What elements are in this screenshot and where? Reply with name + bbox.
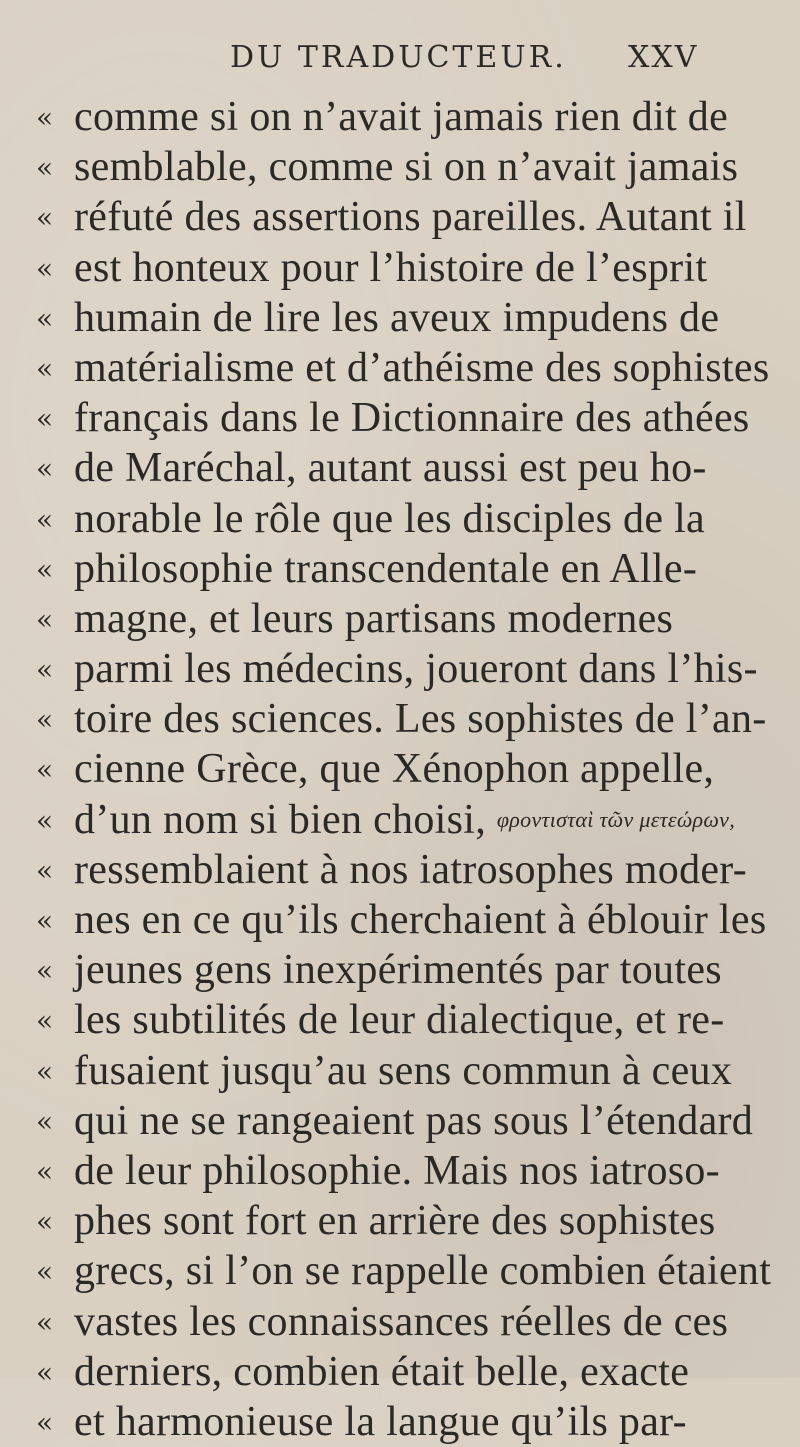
text-line [0, 1196, 800, 1246]
page-number: XXV [628, 40, 699, 75]
line-text [74, 795, 735, 845]
line-text [74, 1146, 720, 1196]
line-content: philosophie transcendentale en Alle- [74, 545, 698, 592]
line-text [74, 1046, 732, 1096]
line-text [74, 895, 766, 945]
text-line [0, 1347, 800, 1397]
text-line [0, 795, 800, 845]
line-content: matérialisme et d’athéisme des sophistes [74, 344, 770, 391]
line-text [74, 142, 738, 192]
quotation-mark: « [36, 301, 54, 335]
line-content: norable le rôle que les disciples de la [74, 495, 705, 542]
text-line [0, 1246, 800, 1296]
line-content: de Maréchal, autant aussi est peu ho- [74, 445, 707, 492]
line-content: les subtilités de leur dialectique, et re- [74, 997, 725, 1044]
text-line [0, 1397, 800, 1447]
text-line [0, 845, 800, 895]
line-text [74, 644, 758, 694]
line-content: parmi les médecins, joueront dans l’his- [74, 646, 758, 693]
quotation-mark: « [36, 502, 54, 536]
quotation-mark: « [36, 1355, 54, 1389]
quotation-mark: « [36, 1004, 54, 1038]
line-text [74, 1246, 771, 1296]
text-line [0, 192, 800, 242]
quotation-mark: « [36, 904, 54, 937]
line-text [74, 92, 728, 142]
line-content: d’un nom si bien choisi, [74, 796, 487, 843]
quotation-mark: « [36, 1255, 54, 1289]
quotation-mark: « [36, 101, 54, 134]
quotation-mark: « [36, 954, 54, 988]
line-content: français dans le Dictionnaire des athées [74, 395, 750, 442]
line-text [74, 443, 707, 493]
line-text [74, 945, 722, 995]
text-line [0, 92, 800, 142]
line-content: et harmonieuse la langue qu’ils par- [74, 1398, 687, 1445]
line-content: réfuté des assertions pareilles. Autant il [74, 194, 747, 241]
line-content: ressemblaient à nos iatrosophes moder- [74, 846, 748, 893]
text-line [0, 744, 800, 794]
text-line [0, 243, 800, 293]
quotation-mark: « [36, 1305, 54, 1339]
line-content: jeunes gens inexpérimentés par toutes [74, 947, 722, 994]
text-line [0, 393, 800, 443]
line-text [74, 845, 747, 895]
text-line [0, 1297, 800, 1347]
line-text [74, 544, 697, 594]
text-line [0, 1146, 800, 1196]
quotation-mark: « [36, 803, 54, 837]
line-content: cienne Grèce, que Xénophon appelle, [74, 746, 715, 793]
quotation-mark: « [36, 251, 54, 285]
line-text [74, 1196, 716, 1246]
quotation-mark: « [36, 452, 54, 486]
line-text [74, 192, 747, 242]
line-content: vastes les connaissances réelles de ces [74, 1298, 729, 1345]
line-text [74, 243, 707, 293]
line-text [74, 995, 725, 1045]
text-line [0, 343, 800, 393]
greek-phrase: φροντισταὶ τῶν μετεώρων, [496, 806, 736, 832]
line-text [74, 494, 705, 544]
quotation-mark: « [36, 653, 54, 687]
running-head-title: DU TRADUCTEUR. [230, 40, 567, 75]
line-text [74, 293, 719, 343]
text-line [0, 995, 800, 1045]
quotation-mark: « [36, 602, 54, 636]
text-line [0, 895, 800, 945]
line-content: est honteux pour l’histoire de l’esprit [74, 244, 708, 291]
quotation-mark: « [36, 1054, 54, 1088]
text-line [0, 644, 800, 694]
quotation-mark: « [36, 1154, 54, 1188]
line-text [74, 1397, 687, 1447]
line-content: nes en ce qu’ils cherchaient à éblouir les [74, 897, 767, 943]
text-line [0, 1046, 800, 1096]
line-content: derniers, combien était belle, exacte [74, 1348, 690, 1395]
line-content: comme si on n’avait jamais rien dit de [74, 94, 729, 140]
quotation-mark: « [36, 351, 54, 385]
line-content: toire des sciences. Les sophistes de l’an- [74, 696, 767, 743]
line-content: grecs, si l’on se rappelle combien étaient [74, 1248, 772, 1295]
text-line [0, 1096, 800, 1146]
line-content: humain de lire les aveux impudens de [74, 294, 720, 341]
quotation-mark: « [36, 201, 54, 235]
quotation-mark: « [36, 1104, 54, 1138]
line-text [74, 1096, 753, 1146]
quotation-mark: « [36, 753, 54, 787]
text-line [0, 494, 800, 544]
text-line [0, 293, 800, 343]
text-line [0, 694, 800, 744]
text-line [0, 945, 800, 995]
quotation-mark: « [36, 1405, 54, 1439]
text-line [0, 142, 800, 192]
text-line [0, 594, 800, 644]
body-text [0, 92, 800, 1447]
line-text [74, 594, 673, 644]
line-content: fusaient jusqu’au sens commun à ceux [74, 1047, 733, 1094]
line-text [74, 1297, 728, 1347]
quotation-mark: « [36, 853, 54, 887]
line-text [74, 1347, 689, 1397]
line-text [74, 343, 769, 393]
line-text [74, 393, 750, 443]
line-content: qui ne se rangeaient pas sous l’étendard [74, 1097, 754, 1144]
quotation-mark: « [36, 703, 54, 737]
line-content: phes sont fort en arrière des sophistes [74, 1198, 716, 1245]
quotation-mark: « [36, 151, 54, 185]
quotation-mark: « [36, 402, 54, 436]
text-line [0, 443, 800, 493]
line-content: semblable, comme si on n’avait jamais [74, 144, 739, 191]
quotation-mark: « [36, 1205, 54, 1239]
line-content: magne, et leurs partisans modernes [74, 595, 674, 642]
text-line [0, 544, 800, 594]
line-text [74, 694, 767, 744]
line-content: de leur philosophie. Mais nos iatroso- [74, 1147, 720, 1194]
line-text [74, 744, 714, 794]
quotation-mark: « [36, 552, 54, 586]
running-head [0, 40, 800, 80]
